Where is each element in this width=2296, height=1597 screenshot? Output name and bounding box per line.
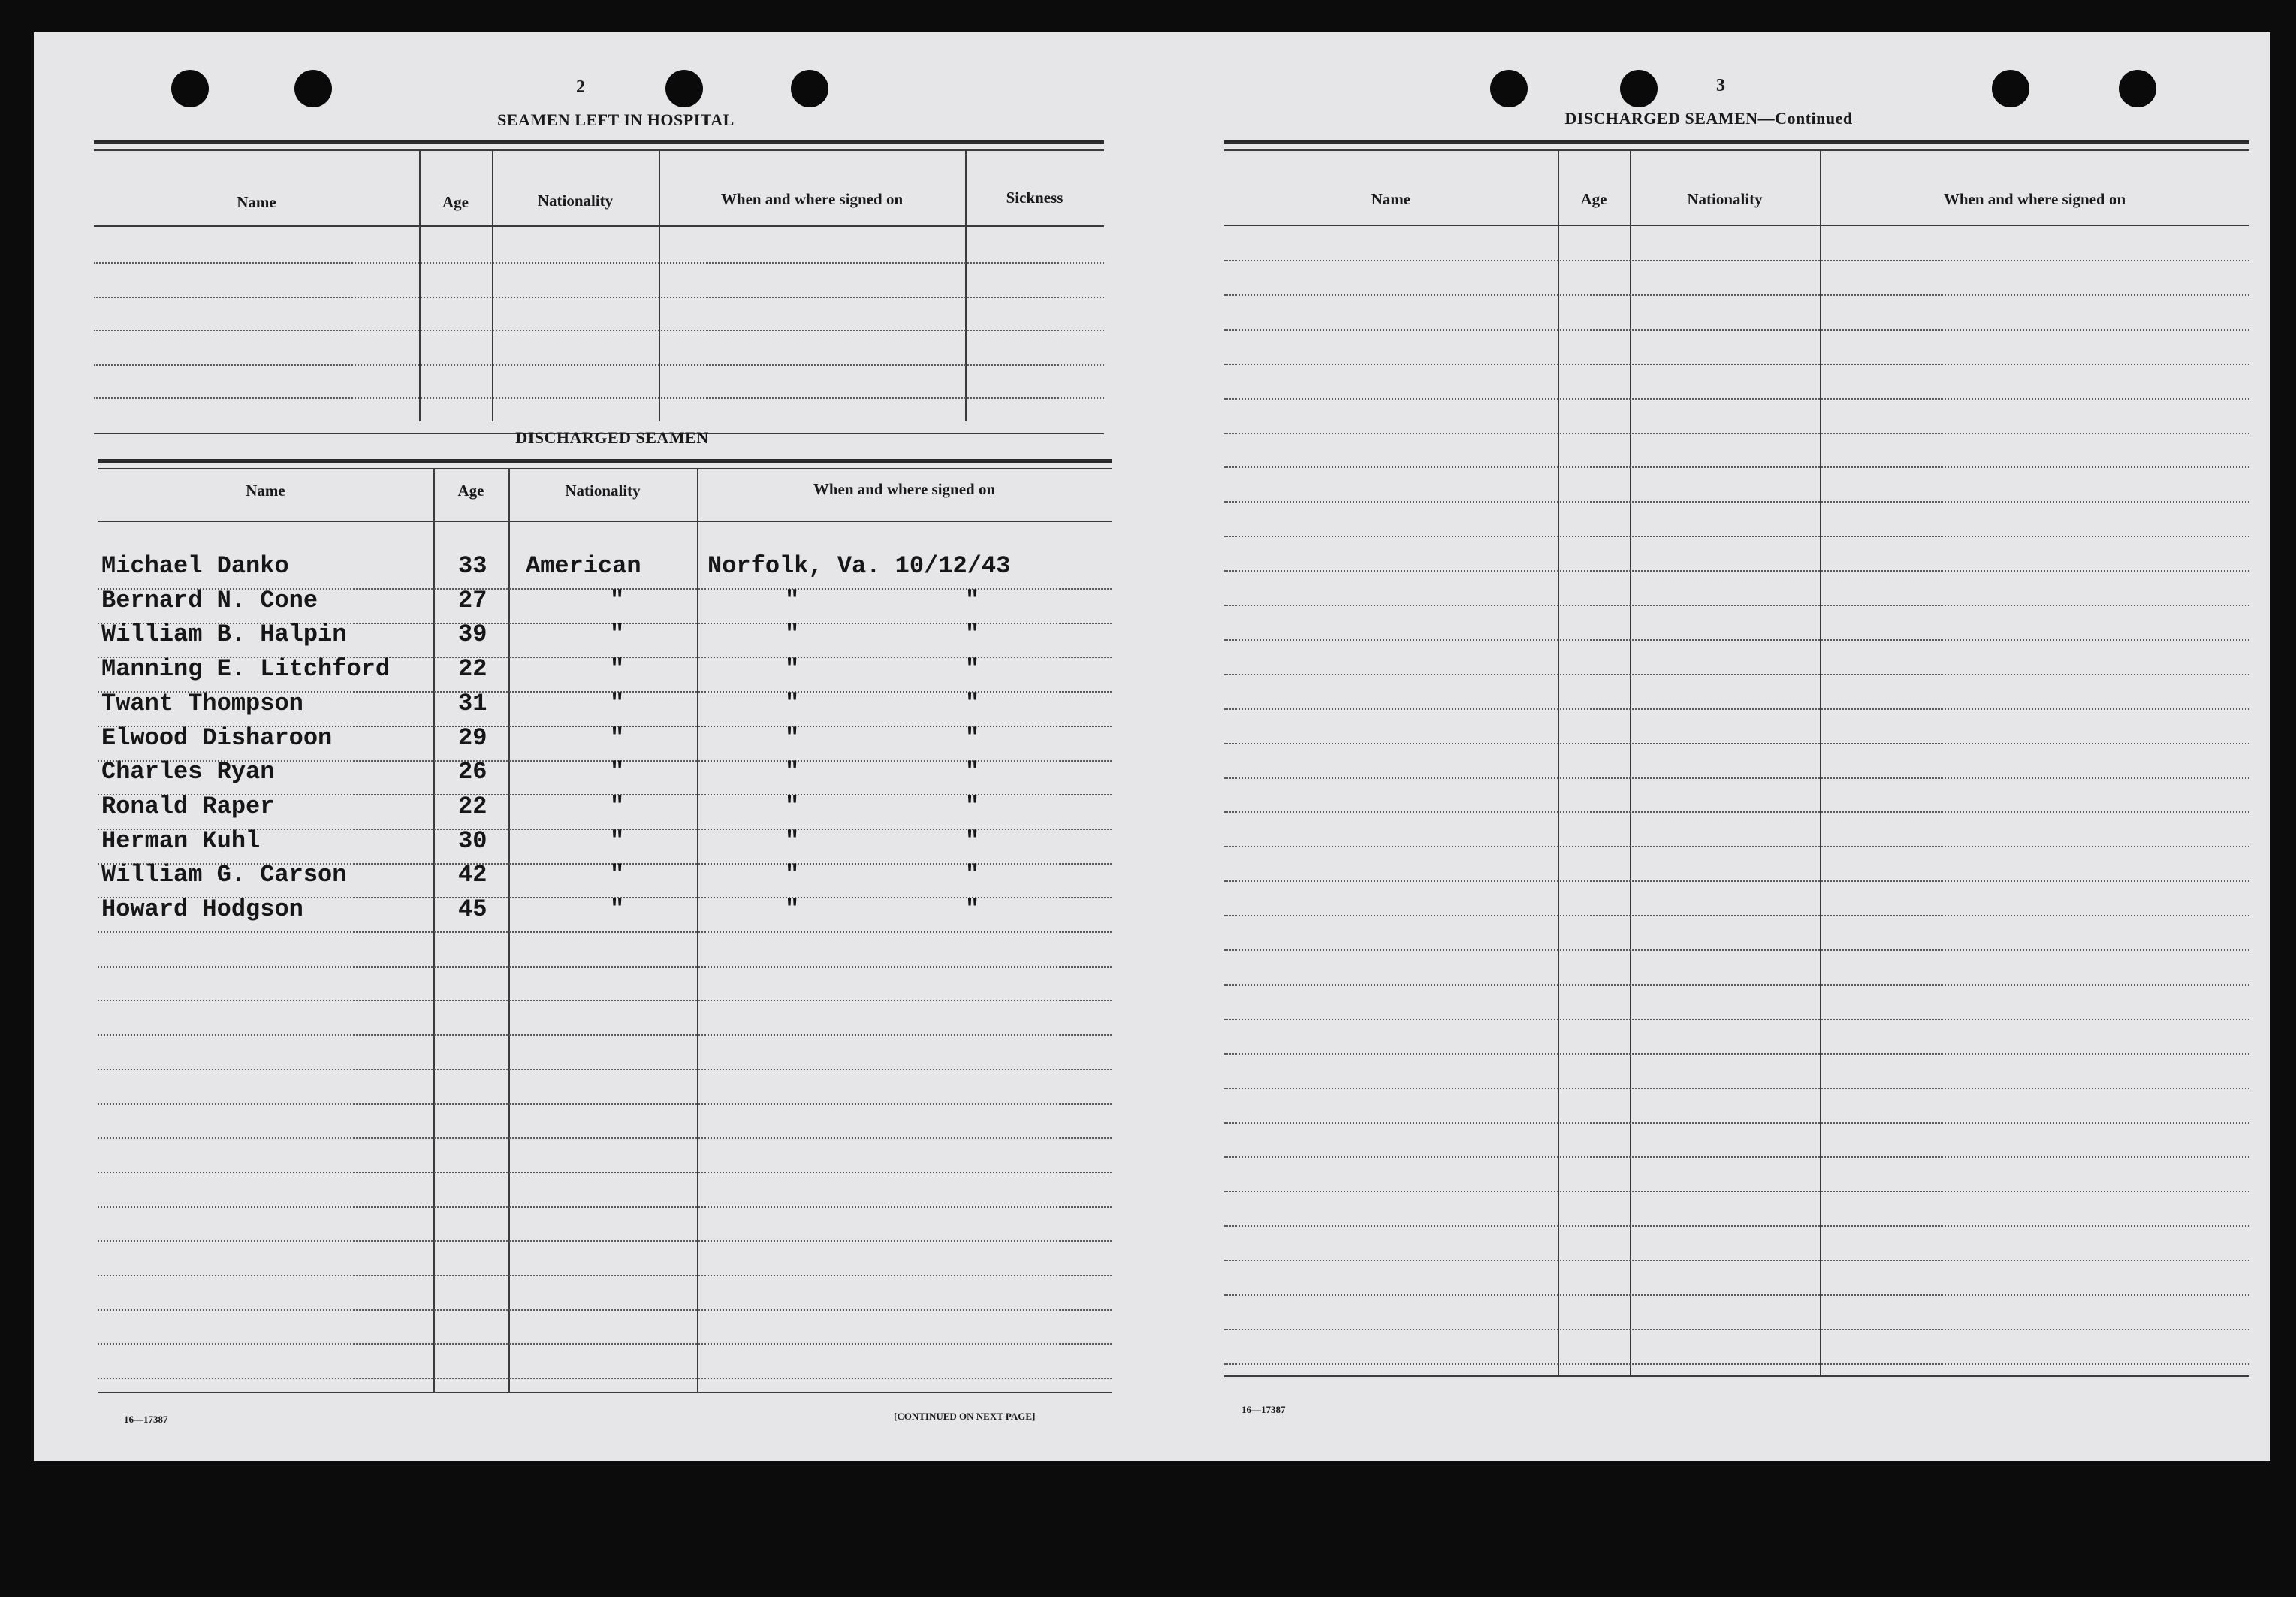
- col-nationality: Nationality: [537, 192, 614, 210]
- punch-hole: [1992, 70, 2029, 107]
- ditto-mark: ": [965, 690, 980, 717]
- table-row: [98, 690, 1112, 720]
- ruled-line: [1224, 708, 2249, 710]
- ruled-line: [1224, 846, 2249, 847]
- nationality-cell: ": [610, 758, 625, 786]
- nationality-cell: American: [526, 552, 641, 580]
- ruled-line: [1224, 1019, 2249, 1020]
- table-row: [98, 827, 1112, 857]
- discharged-continued-table: [1224, 137, 2249, 1399]
- col-sickness: Sickness: [1006, 189, 1064, 207]
- nationality-cell: ": [610, 690, 625, 717]
- punch-hole: [665, 70, 703, 107]
- ditto-mark: ": [965, 724, 980, 752]
- ruled-line: [98, 1206, 1112, 1208]
- col-age: Age: [457, 482, 484, 500]
- ruled-line: [98, 966, 1112, 968]
- ruled-line: [1224, 743, 2249, 744]
- ruled-line: [1224, 1191, 2249, 1192]
- ruled-line: [1224, 1122, 2249, 1124]
- col-nationality: Nationality: [565, 482, 641, 500]
- col-signed-on: When and where signed on: [720, 190, 904, 208]
- hospital-table: [94, 137, 1104, 445]
- ruled-line: [1224, 915, 2249, 916]
- nationality-cell: ": [610, 655, 625, 683]
- ruled-line: [1224, 811, 2249, 813]
- age-cell: 29: [458, 724, 487, 752]
- ditto-mark: ": [965, 895, 980, 923]
- name-cell: Charles Ryan: [101, 758, 275, 786]
- punch-hole: [1490, 70, 1528, 107]
- ruled-line: [1224, 777, 2249, 779]
- ditto-mark: ": [785, 758, 800, 786]
- ruled-line: [98, 1172, 1112, 1173]
- ruled-line: [1224, 466, 2249, 468]
- form-number: 16—17387: [124, 1414, 168, 1425]
- ruled-line: [1224, 984, 2249, 986]
- ruled-line: [1224, 364, 2249, 365]
- ruled-line: [98, 1378, 1112, 1379]
- table-row: [98, 655, 1112, 685]
- punch-hole: [2119, 70, 2156, 107]
- ditto-mark: ": [785, 690, 800, 717]
- ruled-line: [1224, 1225, 2249, 1227]
- ruled-line: [98, 1275, 1112, 1276]
- ruled-line: [98, 1309, 1112, 1311]
- ditto-mark: ": [965, 655, 980, 683]
- ruled-line: [1224, 949, 2249, 951]
- col-name: Name: [1371, 190, 1411, 208]
- nationality-cell: ": [610, 587, 625, 614]
- name-cell: Ronald Raper: [101, 792, 275, 820]
- discharged-table: [98, 453, 1112, 1399]
- ruled-line: [1224, 294, 2249, 296]
- ditto-mark: ": [785, 587, 800, 614]
- ditto-mark: ": [785, 620, 800, 648]
- punch-hole: [294, 70, 332, 107]
- name-cell: Manning E. Litchford: [101, 655, 391, 683]
- ruled-line: [1224, 1053, 2249, 1055]
- name-cell: William G. Carson: [101, 861, 347, 889]
- ruled-line: [98, 1343, 1112, 1345]
- ruled-line: [1224, 1294, 2249, 1296]
- ditto-mark: ": [785, 724, 800, 752]
- ruled-line: [98, 1240, 1112, 1242]
- ruled-line: [1224, 674, 2249, 675]
- ruled-line: [1224, 1363, 2249, 1365]
- page-number: 3: [1716, 76, 1725, 95]
- ruled-line: [1224, 433, 2249, 434]
- punch-hole: [1620, 70, 1658, 107]
- signed-on-cell: Norfolk, Va. 10/12/43: [708, 552, 1011, 580]
- name-cell: William B. Halpin: [101, 620, 347, 648]
- left-page: [34, 32, 1153, 1461]
- table-row: [98, 895, 1112, 925]
- nationality-cell: ": [610, 827, 625, 855]
- ditto-mark: ": [965, 620, 980, 648]
- discharged-section-title: DISCHARGED SEAMEN: [515, 428, 709, 447]
- ditto-mark: ": [785, 655, 800, 683]
- ruled-line: [98, 1034, 1112, 1036]
- page-number: 2: [576, 77, 585, 97]
- nationality-cell: ": [610, 861, 625, 889]
- age-cell: 45: [458, 895, 487, 923]
- ruled-line: [1224, 398, 2249, 400]
- ruled-line: [98, 931, 1112, 933]
- name-cell: Elwood Disharoon: [101, 724, 333, 752]
- continued-note: [CONTINUED ON NEXT PAGE]: [894, 1411, 1036, 1422]
- ruled-line: [1224, 501, 2249, 503]
- ruled-line: [1224, 639, 2249, 641]
- ruled-line: [1224, 1260, 2249, 1261]
- age-cell: 22: [458, 655, 487, 683]
- table-row: [98, 587, 1112, 617]
- ruled-line: [1224, 605, 2249, 606]
- discharged-continued-title: DISCHARGED SEAMEN—Continued: [1564, 109, 1853, 128]
- col-age: Age: [442, 193, 469, 211]
- name-cell: Twant Thompson: [101, 690, 303, 717]
- nationality-cell: ": [610, 724, 625, 752]
- table-row: [98, 792, 1112, 823]
- punch-hole: [791, 70, 828, 107]
- ditto-mark: ": [785, 861, 800, 889]
- name-cell: Herman Kuhl: [101, 827, 261, 855]
- table-row: [98, 552, 1112, 582]
- col-name: Name: [246, 482, 285, 500]
- col-name: Name: [237, 193, 276, 211]
- table-row: [98, 620, 1112, 651]
- nationality-cell: ": [610, 895, 625, 923]
- nationality-cell: ": [610, 620, 625, 648]
- age-cell: 33: [458, 552, 487, 580]
- form-number: 16—17387: [1242, 1404, 1286, 1415]
- age-cell: 26: [458, 758, 487, 786]
- table-row: [98, 724, 1112, 754]
- ruled-line: [1224, 260, 2249, 261]
- ruled-line: [1224, 1088, 2249, 1089]
- age-cell: 42: [458, 861, 487, 889]
- hospital-section-title: SEAMEN LEFT IN HOSPITAL: [497, 110, 735, 129]
- ruled-line: [98, 1000, 1112, 1001]
- ditto-mark: ": [785, 895, 800, 923]
- col-age: Age: [1580, 190, 1607, 208]
- col-signed-on: When and where signed on: [1943, 190, 2126, 208]
- ruled-line: [98, 1103, 1112, 1105]
- age-cell: 31: [458, 690, 487, 717]
- ruled-line: [1224, 329, 2249, 331]
- ditto-mark: ": [965, 758, 980, 786]
- ditto-mark: ": [785, 827, 800, 855]
- table-row: [98, 758, 1112, 788]
- age-cell: 22: [458, 792, 487, 820]
- ruled-line: [1224, 1329, 2249, 1330]
- age-cell: 39: [458, 620, 487, 648]
- col-signed-on: When and where signed on: [813, 480, 996, 498]
- ditto-mark: ": [785, 792, 800, 820]
- age-cell: 30: [458, 827, 487, 855]
- nationality-cell: ": [610, 792, 625, 820]
- name-cell: Howard Hodgson: [101, 895, 303, 923]
- age-cell: 27: [458, 587, 487, 614]
- ruled-line: [1224, 570, 2249, 572]
- name-cell: Bernard N. Cone: [101, 587, 318, 614]
- ruled-line: [98, 1137, 1112, 1139]
- ruled-line: [1224, 1156, 2249, 1158]
- ditto-mark: ": [965, 587, 980, 614]
- table-row: [98, 861, 1112, 891]
- ditto-mark: ": [965, 861, 980, 889]
- ruled-line: [1224, 536, 2249, 537]
- right-page: [1153, 32, 2270, 1461]
- col-nationality: Nationality: [1687, 190, 1763, 208]
- punch-hole: [171, 70, 209, 107]
- name-cell: Michael Danko: [101, 552, 289, 580]
- ditto-mark: ": [965, 792, 980, 820]
- ditto-mark: ": [965, 827, 980, 855]
- ruled-line: [98, 1069, 1112, 1070]
- ruled-line: [1224, 880, 2249, 882]
